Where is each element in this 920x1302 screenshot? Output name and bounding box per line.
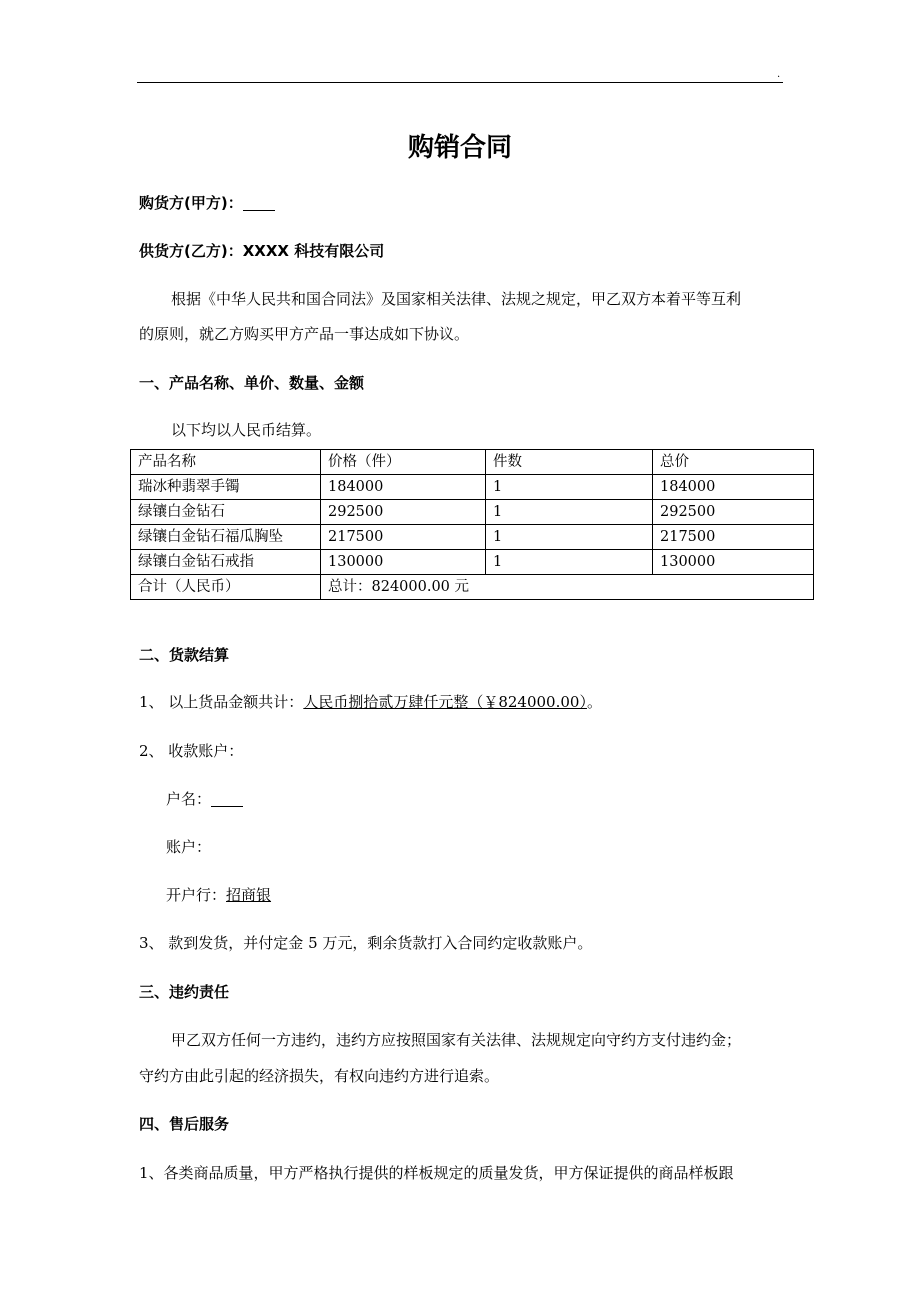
table-total-value: 总计：824000.00 元 <box>321 575 814 600</box>
table-header-cell: 件数 <box>486 450 653 475</box>
header-rule <box>137 82 783 83</box>
table-header-row <box>131 450 814 475</box>
table-total-row <box>131 575 814 600</box>
payment-total-amount: 人民币捌拾贰万肆仟元整（￥824000.00） <box>303 693 587 711</box>
intro-line-1: 根据《中华人民共和国合同法》及国家相关法律、法规之规定，甲乙双方本着平等互利 <box>171 290 742 308</box>
seller-name: XXXX 科技有限公司 <box>242 242 385 260</box>
account-name-label: 户名： <box>166 790 212 808</box>
intro-line-2: 的原则，就乙方购买甲方产品一事达成如下协议。 <box>139 325 470 343</box>
table-cell: 217500 <box>653 525 814 550</box>
table-cell: 292500 <box>653 500 814 525</box>
table-header-cell: 产品名称 <box>131 450 321 475</box>
seller-line <box>139 240 384 262</box>
table-cell: 1 <box>486 550 653 575</box>
table-header-cell: 总价 <box>653 450 814 475</box>
payment-total-suffix: 。 <box>586 693 602 711</box>
table-cell: 瑞冰种翡翠手镯 <box>131 475 321 500</box>
table-total-label: 合计（人民币） <box>131 575 321 600</box>
table-cell: 217500 <box>321 525 486 550</box>
buyer-label: 购货方(甲方)： <box>139 194 243 212</box>
payment-total-line <box>139 691 602 713</box>
table-cell: 184000 <box>321 475 486 500</box>
table-cell: 130000 <box>653 550 814 575</box>
product-table <box>130 449 814 600</box>
payment-total-prefix: 1、 以上货品金额共计： <box>139 693 304 711</box>
table-cell: 绿镶白金钻石福瓜胸坠 <box>131 525 321 550</box>
account-name-blank <box>211 790 243 807</box>
deposit-line: 3、 款到发货，并付定金 5 万元，剩余货款打入合同约定收款账户。 <box>139 934 593 952</box>
table-row <box>131 550 814 575</box>
account-heading: 2、 收款账户： <box>139 742 244 760</box>
buyer-line <box>139 192 275 214</box>
table-cell: 1 <box>486 500 653 525</box>
table-cell: 184000 <box>653 475 814 500</box>
breach-line-2: 守约方由此引起的经济损失，有权向违约方进行追索。 <box>139 1067 500 1085</box>
account-number-label: 账户： <box>166 838 212 856</box>
bank-line <box>166 884 271 906</box>
table-cell: 1 <box>486 475 653 500</box>
section4-heading: 四、售后服务 <box>139 1115 230 1133</box>
table-row <box>131 475 814 500</box>
table-header-cell: 价格（件） <box>321 450 486 475</box>
breach-line-1: 甲乙双方任何一方违约，违约方应按照国家有关法律、法规规定向守约方支付违约金； <box>171 1031 742 1049</box>
table-cell: 1 <box>486 525 653 550</box>
bank-value: 招商银 <box>226 886 272 904</box>
buyer-name-blank <box>243 194 275 211</box>
table-row <box>131 500 814 525</box>
section1-note: 以下均以人民币结算。 <box>171 421 322 439</box>
account-name-line <box>166 788 243 810</box>
section2-heading: 二、货款结算 <box>139 646 230 664</box>
section3-heading: 三、违约责任 <box>139 983 230 1001</box>
table-row <box>131 525 814 550</box>
header-dot: . <box>777 69 781 80</box>
table-cell: 130000 <box>321 550 486 575</box>
section1-heading: 一、产品名称、单价、数量、金额 <box>139 374 365 392</box>
bank-label: 开户行： <box>166 886 227 904</box>
table-cell: 292500 <box>321 500 486 525</box>
page-title: 购销合同 <box>407 133 512 163</box>
table-cell: 绿镶白金钻石戒指 <box>131 550 321 575</box>
aftersales-line-1: 1、各类商品质量，甲方严格执行提供的样板规定的质量发货，甲方保证提供的商品样板跟 <box>139 1164 734 1182</box>
seller-label: 供货方(乙方)： <box>139 242 243 260</box>
table-cell: 绿镶白金钻石 <box>131 500 321 525</box>
